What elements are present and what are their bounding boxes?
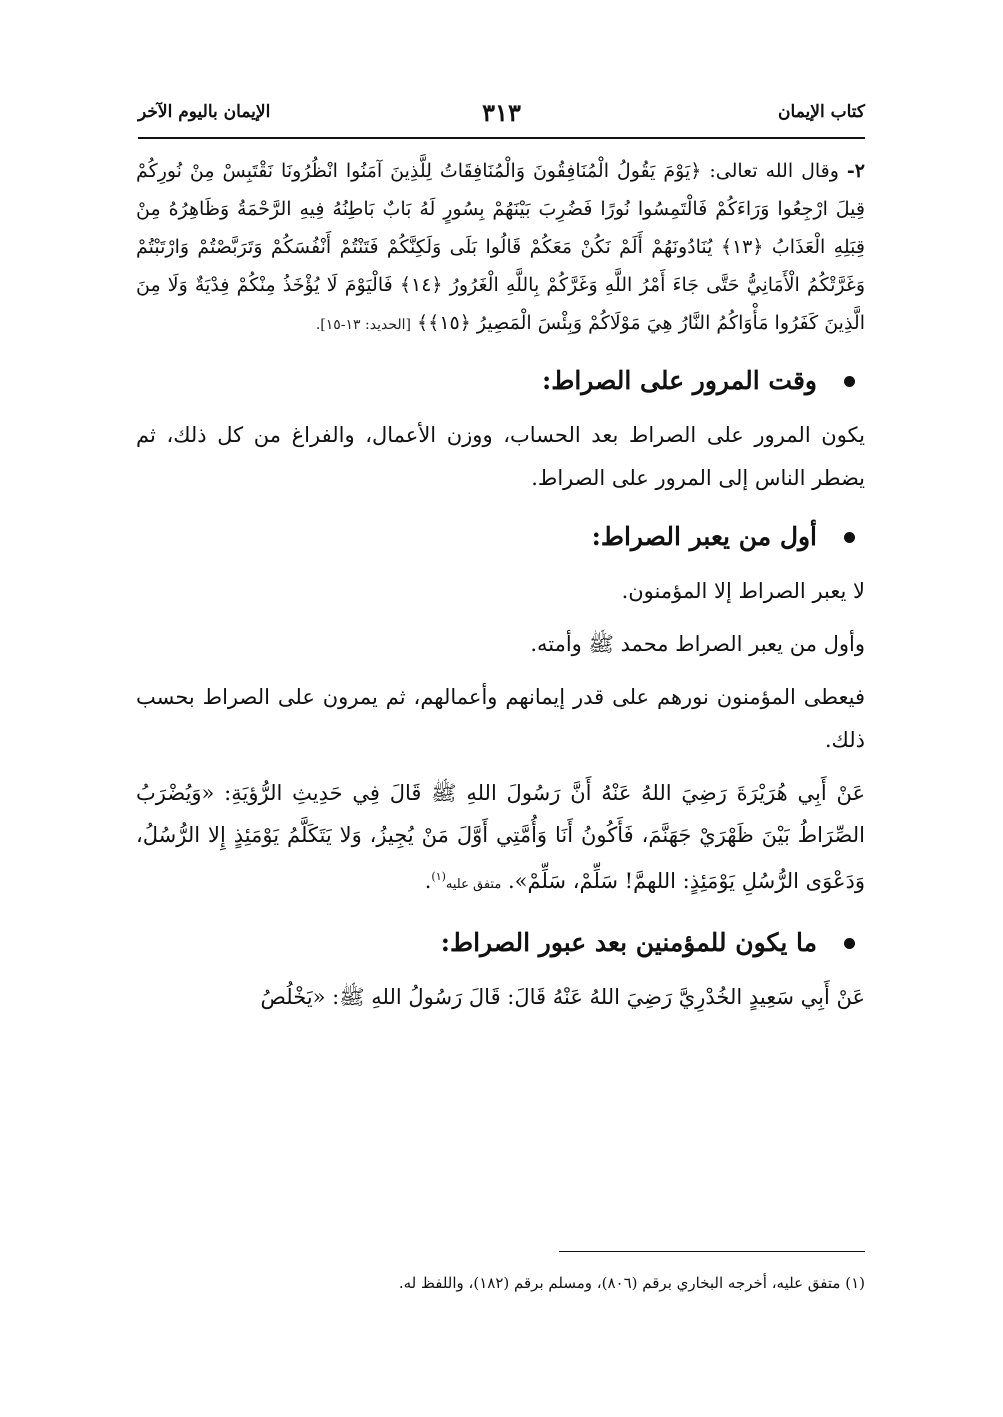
footnote-divider [559, 1251, 865, 1252]
page-body [136, 152, 865, 1028]
quran-verses: ﴿يَوْمَ يَقُولُ الْمُنَافِقُونَ وَالْمُنَافِقَاتُ لِلَّذِينَ آمَنُوا انْظُرُونَا نَقْتَبِسْ مِنْ نُورِكُمْ قِيلَ ارْجِعُوا وَرَاءَكُمْ فَالْتَمِسُوا نُورًا فَضُرِبَ بَيْنَهُمْ بِسُورٍ لَهُ بَابٌ بَاطِنُهُ فِيهِ الرَّحْمَةُ وَظَاهِرُهُ مِنْ قِبَلِهِ الْعَذَابُ ﴿١٣﴾ يُنَادُونَهُمْ أَلَمْ نَكُنْ مَعَكُمْ قَالُوا بَلَى وَلَكِنَّكُمْ فَتَنْتُمْ أَنْفُسَكُمْ وَتَرَبَّصْتُمْ وَارْتَبْتُمْ وَغَرَّتْكُمُ الْأَمَانِيُّ حَتَّى جَاءَ أَمْرُ اللَّهِ وَغَرَّكُمْ بِاللَّهِ الْغَرُورُ ﴿١٤﴾ فَالْيَوْمَ لَا يُؤْخَذُ مِنْكُمْ فِدْيَةٌ وَلَا مِنَ الَّذِينَ كَفَرُوا مَأْوَاكُمُ النَّارُ هِيَ مَوْلَاكُمْ وَبِئْسَ الْمَصِيرُ ﴿١٥﴾﴾ [136, 160, 865, 334]
paragraph: عَنْ أَبِي سَعِيدٍ الخُدْرِيَّ رَضِيَ اللهُ عَنْهُ قَالَ: قَالَ رَسُولُ اللهِ ﷺ: «يَخْلُصُ [260, 985, 865, 1009]
paragraph: يكون المرور على الصراط بعد الحساب، ووزن الأعمال، والفراغ من كل ذلك، ثم يضطر الناس إلى المرور على الصراط. [136, 423, 865, 490]
footnote: (١) متفق عليه، أخرجه البخاري برقم (٨٠٦)، ومسلم برقم (١٨٢)، واللفظ له. [398, 1274, 865, 1292]
section-heading-first-to-cross: أول من يعبر الصراط: [136, 518, 865, 556]
running-header [138, 98, 865, 134]
hadith-source: متفق عليه [445, 877, 502, 892]
chapter-title: الإيمان باليوم الآخر [138, 102, 271, 122]
header-divider [138, 137, 865, 139]
footnote-marker: (١) [431, 870, 446, 883]
quran-passage [136, 152, 865, 344]
paragraph: فيعطى المؤمنون نورهم على قدر إيمانهم وأعمالهم، ثم يمرون على الصراط بحسب ذلك. [136, 685, 865, 752]
paragraph: وأول من يعبر الصراط محمد ﷺ وأمته. [530, 632, 865, 656]
quran-reference: [الحديد: ١٣-١٥]. [315, 317, 411, 333]
bullet-icon [844, 938, 855, 949]
bullet-icon [844, 376, 855, 387]
hadith-text: عَنْ أَبِي هُرَيْرَةَ رَضِيَ اللهُ عَنْهُ أَنَّ رَسُولَ اللهِ ﷺ قَالَ فِي حَدِيثِ الرُّؤيَةِ: «وَيُضْرَبُ الصِّرَاطُ بَيْنَ ظَهْرَيْ جَهَنَّمَ، فَأَكُونُ أَنَا وَأُمَّتِي أَوَّلَ مَنْ يُجِيزُ، وَلا يَتَكَلَّمُ يَوْمَئِذٍ إِلا الرُّسُلُ، وَدَعْوَى الرُّسُلِ يَوْمَئِذٍ: اللهمَّ! سَلِّمْ، سَلِّمْ». متفق عليه$^{(١)}$. [136, 781, 865, 893]
paragraph: لا يعبر الصراط إلا المؤمنون. [621, 579, 865, 603]
page-number: ٣١٣ [482, 98, 521, 127]
quran-intro: وقال الله تعالى: [709, 160, 839, 182]
section-heading-crossing-time: وقت المرور على الصراط: [136, 362, 865, 400]
book-title: كتاب الإيمان [778, 102, 865, 122]
section-heading-after-crossing: ما يكون للمؤمنين بعد عبور الصراط: [136, 924, 865, 962]
item-number: ٢- [846, 160, 865, 182]
bullet-icon [844, 532, 855, 543]
